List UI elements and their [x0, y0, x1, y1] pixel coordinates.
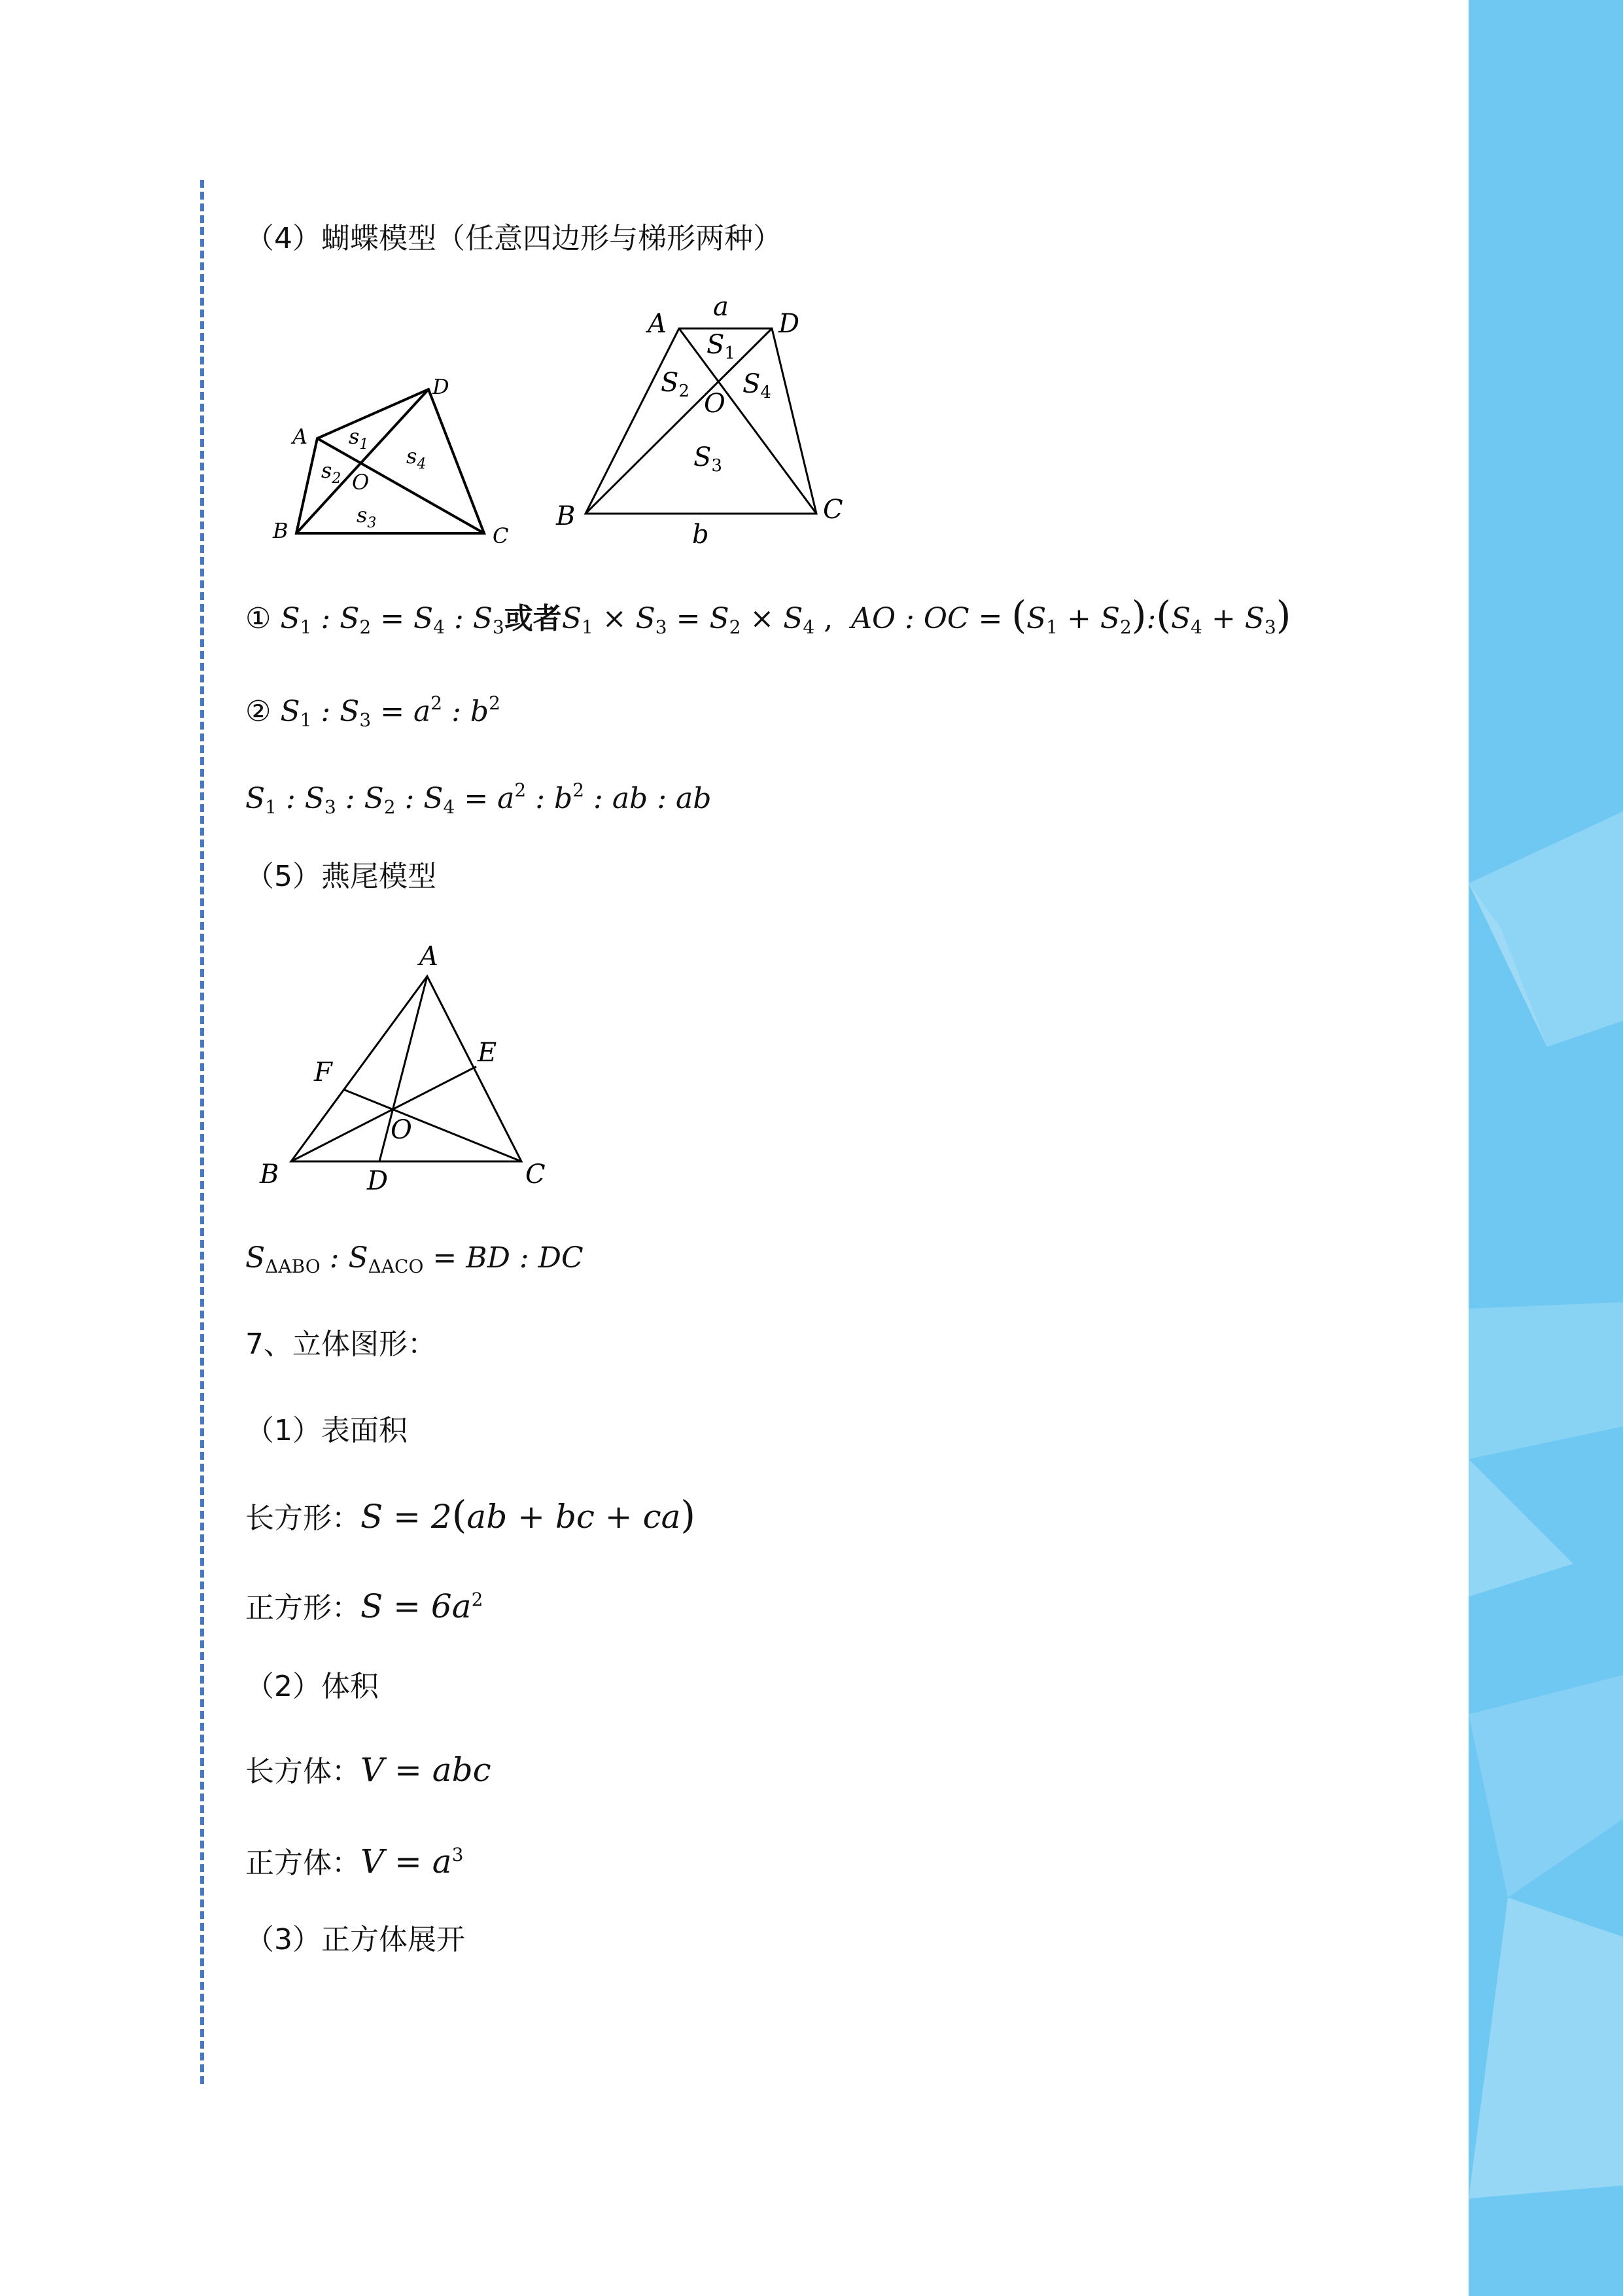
quad-label-s2: $s_2$: [321, 458, 341, 487]
quad-label-B: B: [273, 518, 288, 543]
section-solid-figures: 7、立体图形：: [245, 1328, 436, 1361]
trap-label-C: C: [823, 495, 843, 525]
trap-label-S2: $S_2$: [661, 368, 689, 401]
swallow-label-A: A: [419, 942, 438, 972]
swallow-label-E: E: [478, 1038, 497, 1068]
quad-label-s3: $s_3$: [357, 503, 377, 531]
decorative-sidebar: [1469, 0, 1623, 2296]
quad-label-s1: $s_1$: [349, 424, 369, 453]
swallow-label-B: B: [260, 1159, 279, 1190]
heading-volume: （2）体积: [245, 1670, 379, 1703]
formula-trapezoid-ratio: ② $S_1$ : $S_3 = a^2$ : $b^2$: [245, 692, 500, 731]
sidebar-pattern: [1469, 0, 1623, 2296]
figure-trapezoid-butterfly: [550, 288, 864, 556]
word-or: 或者: [504, 602, 562, 635]
left-dashed-rule: [200, 180, 204, 2084]
quad-label-C: C: [493, 523, 509, 548]
formula-butterfly-ratio: ① $S_1$ : $S_2 = S_4$ : $S_3$或者$S_1 \times S_3 = S_2 \times S_4$ , AO : OC = ($S_1$ + $S_2):(S_4 + S_3)$: [245, 593, 1291, 638]
swallow-label-D: D: [367, 1166, 389, 1196]
trap-label-S1: $S_1$: [707, 330, 735, 363]
quad-label-O: O: [352, 470, 370, 495]
figure-quadrilateral-butterfly: [265, 366, 527, 556]
trap-label-S4: $S_4$: [742, 369, 771, 402]
swallow-label-O: O: [391, 1115, 412, 1145]
trap-label-B: B: [556, 501, 576, 531]
quad-label-s4: $s_4$: [406, 444, 427, 472]
formula-swallowtail-ratio: $S_{\Delta ABO}$ : $S_{\Delta ACO}$ = BD : DC: [245, 1241, 584, 1277]
trap-label-D: D: [778, 309, 800, 339]
formula-trapezoid-areas: $S_1$ : $S_3$ : $S_2$ : $S_4 = a^2$ : $b^2$ : ab : ab: [245, 779, 712, 818]
trap-label-b: b: [692, 520, 709, 550]
trap-label-S3: $S_3$: [693, 442, 722, 476]
swallow-label-C: C: [525, 1159, 546, 1190]
heading-surface-area: （1）表面积: [245, 1414, 408, 1447]
trap-label-O: O: [704, 389, 725, 419]
circled-number-2: ②: [245, 695, 271, 728]
heading-cube-unfolding: （3）正方体展开: [245, 1923, 465, 1956]
formula-cuboid-area: 长方形：S = 2(ab + bc + ca): [245, 1492, 696, 1537]
formula-cube-area: 正方形：$S = 6a^2$: [245, 1587, 483, 1625]
quad-label-D: D: [432, 374, 449, 399]
swallow-label-F: F: [314, 1057, 332, 1087]
quad-label-A: A: [292, 424, 308, 449]
formula-cuboid-volume: 长方体：V = abc: [245, 1751, 491, 1789]
trap-label-a: a: [713, 292, 729, 322]
heading-butterfly-model: （4）蝴蝶模型（任意四边形与梯形两种）: [245, 222, 782, 255]
circled-number-1: ①: [245, 602, 271, 635]
heading-swallowtail-model: （5）燕尾模型: [245, 860, 436, 893]
figure-swallowtail-triangle: [252, 929, 559, 1204]
trap-label-A: A: [648, 309, 667, 339]
formula-cube-volume: 正方体：$V = a^3$: [245, 1843, 464, 1881]
